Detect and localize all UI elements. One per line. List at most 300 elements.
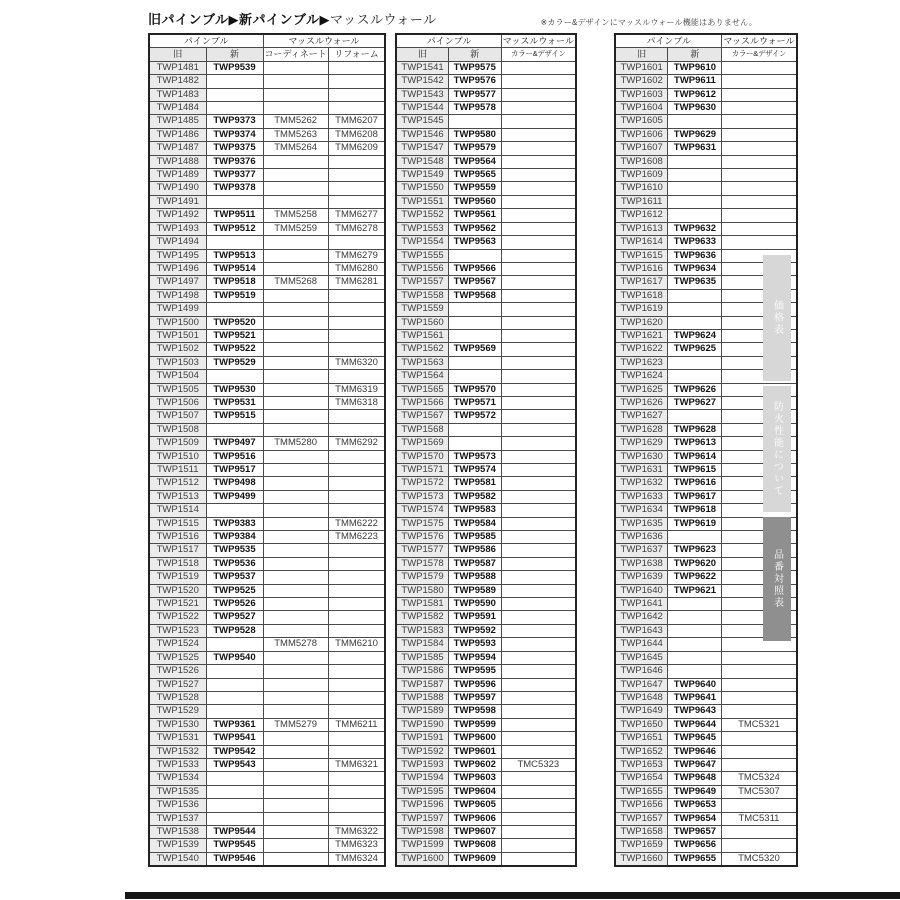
table-row: [149, 598, 385, 611]
table-row: [149, 691, 385, 704]
musclewall-code-cell: [328, 289, 385, 302]
new-code-cell: [668, 356, 722, 369]
table-row: [396, 316, 576, 329]
table-row: [396, 262, 576, 275]
musclewall-code-cell: [722, 142, 797, 155]
new-code-cell: [668, 195, 722, 208]
table-row: [149, 638, 385, 651]
musclewall-code-cell: TMM6322: [328, 825, 385, 838]
new-code-cell: TWP9539: [206, 61, 263, 74]
old-code-cell: TWP1625: [615, 383, 668, 396]
musclewall-code-cell: [263, 464, 328, 477]
musclewall-code-cell: [501, 75, 576, 88]
musclewall-code-cell: [501, 517, 576, 530]
table-row: [149, 128, 385, 141]
table-row: [396, 276, 576, 289]
new-code-cell: TWP9568: [448, 289, 501, 302]
table-row: [396, 128, 576, 141]
table-row: [149, 477, 385, 490]
new-code-cell: TWP9499: [206, 490, 263, 503]
musclewall-code-cell: [263, 839, 328, 852]
musclewall-code-cell: [501, 303, 576, 316]
new-code-cell: [206, 102, 263, 115]
table-row: [396, 691, 576, 704]
table-row: [615, 61, 797, 74]
table-row: [396, 665, 576, 678]
new-code-cell: [448, 356, 501, 369]
new-code-cell: [206, 504, 263, 517]
new-code-cell: [668, 611, 722, 624]
old-code-cell: TWP1513: [149, 490, 206, 503]
old-code-cell: TWP1512: [149, 477, 206, 490]
table-row: [396, 517, 576, 530]
table-row: [149, 705, 385, 718]
column-header: カラー&デザイン: [722, 48, 797, 61]
table-row: [396, 490, 576, 503]
old-code-cell: TWP1617: [615, 276, 668, 289]
old-code-cell: TWP1521: [149, 598, 206, 611]
table-row: [396, 75, 576, 88]
new-code-cell: TWP9383: [206, 517, 263, 530]
table-row: [149, 316, 385, 329]
musclewall-code-cell: [722, 678, 797, 691]
table-row: [396, 544, 576, 557]
old-code-cell: TWP1583: [396, 624, 448, 637]
table-row: [615, 222, 797, 235]
old-code-cell: TWP1644: [615, 638, 668, 651]
musclewall-code-cell: TMM6324: [328, 852, 385, 866]
old-code-cell: TWP1606: [615, 128, 668, 141]
old-code-cell: TWP1563: [396, 356, 448, 369]
table-row: [615, 195, 797, 208]
musclewall-code-cell: [263, 195, 328, 208]
new-code-cell: TWP9378: [206, 182, 263, 195]
old-code-cell: TWP1598: [396, 825, 448, 838]
musclewall-code-cell: [328, 343, 385, 356]
old-code-cell: TWP1525: [149, 651, 206, 664]
new-code-cell: TWP9605: [448, 799, 501, 812]
new-code-cell: TWP9635: [668, 276, 722, 289]
musclewall-code-cell: [263, 262, 328, 275]
musclewall-code-cell: TMM6208: [328, 128, 385, 141]
musclewall-code-cell: [501, 142, 576, 155]
musclewall-code-cell: [263, 423, 328, 436]
musclewall-code-cell: [722, 651, 797, 664]
old-code-cell: TWP1496: [149, 262, 206, 275]
new-code-cell: TWP9596: [448, 678, 501, 691]
musclewall-code-cell: [501, 557, 576, 570]
old-code-cell: TWP1507: [149, 410, 206, 423]
page-title-light: マッスルウォール: [329, 12, 437, 27]
new-code-cell: TWP9513: [206, 249, 263, 262]
table-row: [396, 236, 576, 249]
musclewall-code-cell: [263, 678, 328, 691]
musclewall-code-cell: [722, 222, 797, 235]
old-code-cell: TWP1586: [396, 665, 448, 678]
musclewall-code-cell: [328, 75, 385, 88]
old-code-cell: TWP1550: [396, 182, 448, 195]
old-code-cell: TWP1633: [615, 490, 668, 503]
new-code-cell: TWP9578: [448, 102, 501, 115]
musclewall-code-cell: [501, 316, 576, 329]
old-code-cell: TWP1534: [149, 772, 206, 785]
new-code-cell: TWP9361: [206, 718, 263, 731]
new-code-cell: TWP9563: [448, 236, 501, 249]
musclewall-code-cell: [501, 343, 576, 356]
musclewall-code-cell: [501, 665, 576, 678]
table-row: [396, 142, 576, 155]
old-code-cell: TWP1519: [149, 571, 206, 584]
musclewall-code-cell: [501, 732, 576, 745]
old-code-cell: TWP1646: [615, 665, 668, 678]
column-header: 新: [448, 48, 501, 61]
new-code-cell: TWP9514: [206, 262, 263, 275]
old-code-cell: TWP1616: [615, 262, 668, 275]
table-row: [149, 410, 385, 423]
musclewall-code-cell: [501, 423, 576, 436]
new-code-cell: TWP9622: [668, 571, 722, 584]
new-code-cell: TWP9565: [448, 169, 501, 182]
musclewall-code-cell: [501, 195, 576, 208]
old-code-cell: TWP1499: [149, 303, 206, 316]
old-code-cell: TWP1540: [149, 852, 206, 866]
new-code-cell: TWP9571: [448, 396, 501, 409]
musclewall-code-cell: [501, 396, 576, 409]
new-code-cell: TWP9634: [668, 262, 722, 275]
table-row: [149, 785, 385, 798]
musclewall-code-cell: [501, 209, 576, 222]
new-code-cell: [668, 370, 722, 383]
musclewall-code-cell: [263, 155, 328, 168]
musclewall-code-cell: [501, 544, 576, 557]
musclewall-code-cell: [263, 571, 328, 584]
new-code-cell: TWP9657: [668, 825, 722, 838]
musclewall-code-cell: [263, 410, 328, 423]
old-code-cell: TWP1615: [615, 249, 668, 262]
old-code-cell: TWP1612: [615, 209, 668, 222]
old-code-cell: TWP1542: [396, 75, 448, 88]
table-row: [396, 718, 576, 731]
table-row: [396, 155, 576, 168]
table-row: [149, 799, 385, 812]
new-code-cell: TWP9522: [206, 343, 263, 356]
musclewall-code-cell: [263, 772, 328, 785]
new-code-cell: TWP9624: [668, 329, 722, 342]
conversion-table-left: [148, 33, 386, 867]
new-code-cell: [668, 169, 722, 182]
old-code-cell: TWP1520: [149, 584, 206, 597]
new-code-cell: TWP9584: [448, 517, 501, 530]
table-row: [615, 115, 797, 128]
old-code-cell: TWP1660: [615, 852, 668, 866]
old-code-cell: TWP1569: [396, 437, 448, 450]
new-code-cell: TWP9594: [448, 651, 501, 664]
side-index-tabs: [763, 255, 791, 646]
old-code-cell: TWP1614: [615, 236, 668, 249]
table-row: [396, 584, 576, 597]
old-code-cell: TWP1544: [396, 102, 448, 115]
new-code-cell: [668, 651, 722, 664]
old-code-cell: TWP1484: [149, 102, 206, 115]
musclewall-code-cell: [328, 477, 385, 490]
old-code-cell: TWP1526: [149, 665, 206, 678]
old-code-cell: TWP1593: [396, 758, 448, 771]
column-header: コーディネート: [264, 49, 327, 60]
new-code-cell: TWP9627: [668, 396, 722, 409]
table-row: [396, 464, 576, 477]
old-code-cell: TWP1500: [149, 316, 206, 329]
musclewall-code-cell: [328, 316, 385, 329]
new-code-cell: [668, 209, 722, 222]
new-code-cell: TWP9628: [668, 423, 722, 436]
old-code-cell: TWP1639: [615, 571, 668, 584]
musclewall-code-cell: TMM6318: [328, 396, 385, 409]
new-code-cell: TWP9560: [448, 195, 501, 208]
table-row: [615, 665, 797, 678]
table-row: [149, 651, 385, 664]
table-row: [396, 477, 576, 490]
new-code-cell: TWP9581: [448, 477, 501, 490]
musclewall-code-cell: [501, 155, 576, 168]
new-code-cell: TWP9630: [668, 102, 722, 115]
musclewall-code-cell: [263, 825, 328, 838]
table-row: [149, 490, 385, 503]
table-row: [615, 772, 797, 785]
new-code-cell: TWP9647: [668, 758, 722, 771]
old-code-cell: TWP1582: [396, 611, 448, 624]
table-row: [396, 343, 576, 356]
table-row: [149, 370, 385, 383]
table-row: [396, 437, 576, 450]
table-row: [396, 611, 576, 624]
musclewall-code-cell: [328, 303, 385, 316]
table-row: [396, 772, 576, 785]
old-code-cell: TWP1527: [149, 678, 206, 691]
new-code-cell: TWP9572: [448, 410, 501, 423]
new-code-cell: TWP9609: [448, 852, 501, 866]
new-code-cell: TWP9600: [448, 732, 501, 745]
table-row: [615, 825, 797, 838]
musclewall-code-cell: [328, 665, 385, 678]
new-code-cell: [206, 75, 263, 88]
musclewall-code-cell: TMM6280: [328, 262, 385, 275]
musclewall-code-cell: [501, 825, 576, 838]
old-code-cell: TWP1627: [615, 410, 668, 423]
table-row: [396, 812, 576, 825]
new-code-cell: [206, 665, 263, 678]
tab-product-number-reference: 品番対照表: [763, 517, 791, 641]
table-row: [149, 423, 385, 436]
new-code-cell: TWP9601: [448, 745, 501, 758]
old-code-cell: TWP1636: [615, 531, 668, 544]
table-row: [615, 785, 797, 798]
musclewall-code-cell: [722, 195, 797, 208]
musclewall-code-cell: [328, 584, 385, 597]
musclewall-code-cell: [722, 705, 797, 718]
musclewall-code-cell: [501, 182, 576, 195]
old-code-cell: TWP1538: [149, 825, 206, 838]
new-code-cell: TWP9591: [448, 611, 501, 624]
new-code-cell: TWP9564: [448, 155, 501, 168]
old-code-cell: TWP1565: [396, 383, 448, 396]
old-code-cell: TWP1620: [615, 316, 668, 329]
musclewall-code-cell: TMM5279: [263, 718, 328, 731]
musclewall-code-cell: [328, 88, 385, 101]
new-code-cell: TWP9577: [448, 88, 501, 101]
new-code-cell: TWP9626: [668, 383, 722, 396]
new-code-cell: TWP9528: [206, 624, 263, 637]
old-code-cell: TWP1653: [615, 758, 668, 771]
table-row: [396, 209, 576, 222]
new-code-cell: TWP9589: [448, 584, 501, 597]
new-code-cell: TWP9574: [448, 464, 501, 477]
musclewall-code-cell: [501, 785, 576, 798]
old-code-cell: TWP1577: [396, 544, 448, 557]
new-code-cell: TWP9586: [448, 544, 501, 557]
musclewall-code-cell: TMC5324: [722, 772, 797, 785]
new-code-cell: TWP9535: [206, 544, 263, 557]
musclewall-code-cell: [722, 61, 797, 74]
musclewall-code-cell: TMM5268: [263, 276, 328, 289]
new-code-cell: TWP9620: [668, 557, 722, 570]
musclewall-code-cell: [501, 464, 576, 477]
musclewall-code-cell: [263, 75, 328, 88]
table-row: [396, 852, 576, 866]
table-row: [396, 758, 576, 771]
old-code-cell: TWP1652: [615, 745, 668, 758]
old-code-cell: TWP1523: [149, 624, 206, 637]
table-row: [149, 517, 385, 530]
new-code-cell: [448, 423, 501, 436]
table-row: [149, 745, 385, 758]
old-code-cell: TWP1594: [396, 772, 448, 785]
new-code-cell: [668, 410, 722, 423]
table-row: [149, 88, 385, 101]
old-code-cell: TWP1557: [396, 276, 448, 289]
new-code-cell: TWP9377: [206, 169, 263, 182]
new-code-cell: TWP9645: [668, 732, 722, 745]
old-code-cell: TWP1517: [149, 544, 206, 557]
musclewall-code-cell: [328, 624, 385, 637]
column-header: カラー&デザイン: [501, 48, 576, 61]
musclewall-code-cell: [263, 236, 328, 249]
new-code-cell: TWP9520: [206, 316, 263, 329]
new-code-cell: TWP9516: [206, 450, 263, 463]
old-code-cell: TWP1591: [396, 732, 448, 745]
musclewall-code-cell: [263, 504, 328, 517]
old-code-cell: TWP1656: [615, 799, 668, 812]
old-code-cell: TWP1603: [615, 88, 668, 101]
old-code-cell: TWP1649: [615, 705, 668, 718]
table-row: [396, 732, 576, 745]
musclewall-code-cell: [722, 88, 797, 101]
old-code-cell: TWP1511: [149, 464, 206, 477]
new-code-cell: TWP9562: [448, 222, 501, 235]
musclewall-code-cell: [722, 236, 797, 249]
table-row: [149, 544, 385, 557]
old-code-cell: TWP1609: [615, 169, 668, 182]
musclewall-code-cell: [263, 624, 328, 637]
new-code-cell: [206, 812, 263, 825]
table-row: [149, 115, 385, 128]
table-row: [615, 102, 797, 115]
musclewall-code-cell: [328, 799, 385, 812]
new-code-cell: [668, 531, 722, 544]
new-code-cell: TWP9587: [448, 557, 501, 570]
old-code-cell: TWP1535: [149, 785, 206, 798]
table-row: [149, 557, 385, 570]
old-code-cell: TWP1536: [149, 799, 206, 812]
table-row: [615, 745, 797, 758]
new-code-cell: TWP9526: [206, 598, 263, 611]
musclewall-code-cell: [722, 665, 797, 678]
old-code-cell: TWP1531: [149, 732, 206, 745]
table-row: [396, 329, 576, 342]
table-row: [615, 718, 797, 731]
musclewall-code-cell: TMC5307: [722, 785, 797, 798]
table-row: [396, 799, 576, 812]
musclewall-code-cell: TMM5262: [263, 115, 328, 128]
new-code-cell: [668, 182, 722, 195]
new-code-cell: TWP9619: [668, 517, 722, 530]
old-code-cell: TWP1597: [396, 812, 448, 825]
old-code-cell: TWP1529: [149, 705, 206, 718]
table-row: [396, 825, 576, 838]
old-code-cell: TWP1568: [396, 423, 448, 436]
musclewall-code-cell: [328, 678, 385, 691]
old-code-cell: TWP1634: [615, 504, 668, 517]
musclewall-code-cell: [328, 504, 385, 517]
old-code-cell: TWP1659: [615, 839, 668, 852]
musclewall-code-cell: [501, 262, 576, 275]
new-code-cell: [668, 316, 722, 329]
new-code-cell: TWP9592: [448, 624, 501, 637]
new-code-cell: TWP9643: [668, 705, 722, 718]
new-code-cell: TWP9653: [668, 799, 722, 812]
new-code-cell: TWP9606: [448, 812, 501, 825]
old-code-cell: TWP1574: [396, 504, 448, 517]
musclewall-code-cell: [501, 61, 576, 74]
table-row: [149, 222, 385, 235]
musclewall-code-cell: [328, 544, 385, 557]
table-row: [149, 61, 385, 74]
musclewall-code-cell: [328, 651, 385, 664]
old-code-cell: TWP1505: [149, 383, 206, 396]
column-group-header: マッスルウォール: [723, 36, 795, 46]
new-code-cell: TWP9607: [448, 825, 501, 838]
musclewall-code-cell: [263, 88, 328, 101]
old-code-cell: TWP1571: [396, 464, 448, 477]
musclewall-code-cell: [328, 571, 385, 584]
old-code-cell: TWP1632: [615, 477, 668, 490]
musclewall-code-cell: [263, 651, 328, 664]
old-code-cell: TWP1561: [396, 329, 448, 342]
new-code-cell: TWP9593: [448, 638, 501, 651]
new-code-cell: TWP9566: [448, 262, 501, 275]
new-code-cell: TWP9595: [448, 665, 501, 678]
musclewall-code-cell: [263, 732, 328, 745]
old-code-cell: TWP1490: [149, 182, 206, 195]
old-code-cell: TWP1564: [396, 370, 448, 383]
old-code-cell: TWP1600: [396, 852, 448, 866]
old-code-cell: TWP1624: [615, 370, 668, 383]
old-code-cell: TWP1515: [149, 517, 206, 530]
table-row: [149, 289, 385, 302]
old-code-cell: TWP1655: [615, 785, 668, 798]
new-code-cell: TWP9540: [206, 651, 263, 664]
old-code-cell: TWP1508: [149, 423, 206, 436]
old-code-cell: TWP1572: [396, 477, 448, 490]
